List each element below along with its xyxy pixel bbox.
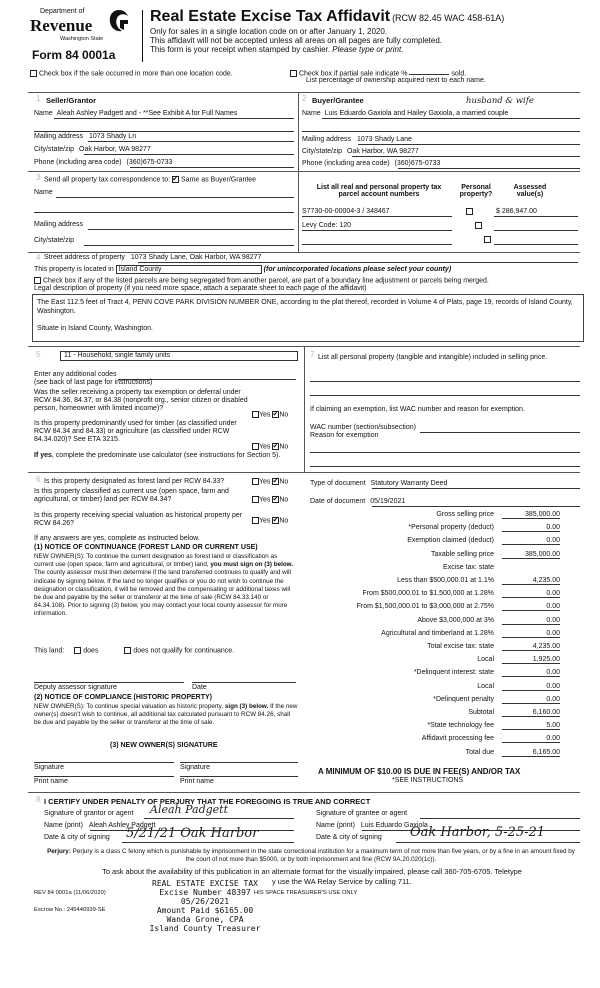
personal-property-checkbox[interactable] <box>484 236 491 243</box>
buyer-phone-line <box>398 168 580 169</box>
minimum-due: A MINIMUM OF $10.00 IS DUE IN FEE(S) AND/OR TAX <box>318 767 521 776</box>
form-title-ref: (RCW 82.45 WAC 458-61A) <box>392 13 505 23</box>
fee-row <box>300 617 560 628</box>
fee-value[interactable]: 0.00 <box>502 683 560 691</box>
notice2-text-a: NEW OWNER(S): To continue special valuation as historic property, <box>34 703 225 710</box>
partial-sale-note: List percentage of ownership acquired next to each name. <box>306 77 486 85</box>
form-subtitle-2: This affidavit will not be accepted unless all areas on all pages are fully completed. <box>150 36 443 45</box>
alternate-format: To ask about the availability of this publication in an alternate format for the visually impaired, please call 360-705-6705. Teletype <box>102 867 522 876</box>
timber-yes-checkbox[interactable] <box>252 443 259 450</box>
divider-before-certify <box>28 792 580 793</box>
seller-mailing-label: Mailing address <box>34 133 84 140</box>
no-label: No <box>279 517 289 525</box>
fee-row <box>300 590 560 601</box>
fee-row <box>300 551 560 562</box>
header-divider <box>142 10 143 62</box>
buyer-phone-row <box>302 160 440 167</box>
seller-mailing-line <box>88 141 294 142</box>
divider-after-parties <box>28 171 580 172</box>
segregation-checkbox[interactable] <box>34 277 41 284</box>
located-note: (for unincorporated locations please select your county) <box>263 266 452 273</box>
multi-location-row <box>30 70 233 77</box>
parcels-header: List all real and personal property tax parcel account numbers <box>316 184 442 198</box>
doc-date-field[interactable]: 05/19/2021 <box>370 498 406 505</box>
located-label: This property is located in <box>34 266 114 273</box>
fee-row <box>300 577 560 588</box>
reason-line[interactable] <box>310 452 580 453</box>
form-subtitle-3: This form is your receipt when stamped by cashier. <box>150 45 333 54</box>
section-number-8: 8 <box>36 795 41 804</box>
multi-location-checkbox[interactable] <box>30 70 37 77</box>
current-use-yes-checkbox[interactable] <box>252 496 259 503</box>
parcel-number[interactable]: Levy Code: 120 <box>302 222 352 229</box>
fee-value[interactable]: 6,165.00 <box>502 749 560 757</box>
column-divider-upper <box>298 92 299 253</box>
reason-label: Reason for exemption <box>310 432 379 439</box>
fee-label: *Delinquent penalty <box>433 695 494 703</box>
fee-value[interactable]: 0.00 <box>502 537 560 545</box>
fee-label: Total excise tax: state <box>427 643 494 650</box>
assessed-value-line <box>494 216 578 217</box>
street-field[interactable]: 1073 Shady Lane, Oak Harbor, WA 98277 <box>130 254 262 261</box>
yes-label: Yes <box>259 517 271 525</box>
doc-date-label: Date of document <box>310 498 366 505</box>
treasurer-stamp <box>120 879 290 933</box>
street-row <box>44 254 261 261</box>
wac-number-line[interactable] <box>420 432 580 433</box>
fee-row <box>300 656 560 667</box>
multi-location-label: Check box if the sale occurred in more than one location code. <box>38 70 233 78</box>
does-not-checkbox[interactable] <box>124 647 131 654</box>
assessed-value-line <box>494 230 578 231</box>
seller-name-label: Name <box>34 110 53 117</box>
seller-phone-field[interactable]: (360)675-0733 <box>126 159 173 166</box>
located-row <box>34 265 451 274</box>
fee-label: Subtotal <box>468 709 494 716</box>
perjury-text: Perjury is a class C felony which is punishable by imprisonment in the state correctional institution for a maximum term of not more than five years, or by a fine in an amount fixed by the court of not more than $5000, or by both imprisonment and fine (RCW 9A.20.020(1c)). <box>70 848 575 863</box>
fee-row <box>300 683 560 694</box>
seller-name-row <box>34 110 296 117</box>
revenue-logo-icon <box>108 8 130 34</box>
personal-property-checkbox[interactable] <box>475 222 482 229</box>
buyer-heading: Buyer/Grantee <box>312 96 364 105</box>
relay-service: y use the WA Relay Service by calling 711. <box>272 877 412 886</box>
treasurer-use-only: HIS SPACE TREASURER'S USE ONLY <box>254 890 358 896</box>
print-name-line-2[interactable] <box>180 776 298 777</box>
stamp-line-6: Island County Treasurer <box>149 924 261 933</box>
if-any-yes: If any answers are yes, complete as instructed below. <box>34 535 200 542</box>
dor-logo <box>30 8 136 64</box>
grantee-date-line <box>396 842 580 843</box>
same-as-buyer-checkbox[interactable] <box>172 176 179 183</box>
yes-label: Yes <box>259 411 271 419</box>
fee-label: From $1,500,000.01 to $3,000,000 at 2.75% <box>356 603 494 611</box>
fee-value[interactable]: 0.00 <box>502 735 560 743</box>
owner-signature-line[interactable] <box>34 762 174 763</box>
form-title-block <box>150 8 590 54</box>
wac-claim-label: If claiming an exemption, list WAC number and reason for exemption. <box>310 406 525 413</box>
fee-label: From $500,000.01 to $1,500,000 at 1.28% <box>362 590 494 598</box>
same-as-buyer-label: Same as Buyer/Grantee <box>180 176 257 184</box>
segregation-label: Check box if any of the listed parcels are being segregated from another parcel, are part of a boundary line adjustment or parcels being merged. <box>42 277 489 285</box>
notice1-title: (1) NOTICE OF CONTINUANCE (FOREST LAND OR CURRENT USE) <box>34 544 258 551</box>
exemption-yes-checkbox[interactable] <box>252 411 259 418</box>
parcel-row <box>302 208 390 215</box>
deputy-date-line[interactable] <box>192 682 296 683</box>
grantee-name-label: Name (print) <box>316 822 355 829</box>
correspondence-city-line[interactable] <box>84 245 294 246</box>
column-divider-middle <box>304 346 305 472</box>
fee-label: Agricultural and timberland at 1.28% <box>381 629 494 637</box>
deputy-signature-label: Deputy assessor signature <box>34 684 117 691</box>
fee-label: Excise tax: state <box>443 563 494 571</box>
fee-label: Affidavit processing fee <box>421 735 494 743</box>
grantee-signature-line[interactable] <box>420 818 580 819</box>
owner-signature-line-2[interactable] <box>180 762 298 763</box>
fee-value[interactable]: 1,925.00 <box>502 656 560 664</box>
grantee-date-city[interactable]: Oak Harbor, 5-25-21 <box>410 825 546 840</box>
print-name-line[interactable] <box>34 776 174 777</box>
fee-label: *State technology fee <box>427 722 494 730</box>
yes-label: Yes <box>259 478 271 486</box>
notice1-text-a: NEW OWNER(S): To continue the current designation as forest land or classification as current use (open space, farm and agricultural, or timber) land, <box>34 553 278 569</box>
fee-label: Total due <box>465 748 494 756</box>
notice2-text-b: sign (3) below. <box>224 703 269 710</box>
if-yes: If yes <box>34 452 52 459</box>
assessed-value-line <box>494 244 578 245</box>
forest-answer <box>252 478 288 485</box>
dept-line2: Revenue <box>30 16 93 35</box>
buyer-city-row <box>302 148 419 155</box>
stamp-line-1: REAL ESTATE EXCISE TAX <box>152 879 258 888</box>
yes-label: Yes <box>259 496 271 504</box>
correspondence-name-line[interactable] <box>56 197 294 198</box>
fee-value[interactable]: 385,000.00 <box>502 551 560 559</box>
partial-sale-label: Check box if partial sale indicate % <box>298 70 408 78</box>
street-label: Street address of property <box>44 254 125 261</box>
fee-row <box>300 643 560 654</box>
exemption-question: Was the seller receiving a property tax exemption or deferral under RCW 84.36, 84.37, or 84.38 (nonprofit org., senior citizen or disabled person, homeowner with limited income)? <box>34 389 248 412</box>
seller-mailing-row <box>34 133 136 140</box>
doc-type-row <box>310 480 447 487</box>
buyer-name-field[interactable]: Luis Eduardo Gaxiola and Hailey Gaxiola, a married couple <box>324 110 509 117</box>
see-instructions: *SEE INSTRUCTIONS <box>392 777 464 784</box>
does-checkbox[interactable] <box>74 647 81 654</box>
correspondence-name-label: Name <box>34 189 53 196</box>
form-revision: REV 84 0001a (11/06/2020) <box>34 890 106 896</box>
forest-yes-checkbox[interactable] <box>252 478 259 485</box>
divider-after-parcels <box>28 252 580 253</box>
print-name-label-2: Print name <box>180 778 214 785</box>
fee-value[interactable]: 385,000.00 <box>502 511 560 519</box>
yes-label: Yes <box>259 443 271 451</box>
seller-phone-row <box>34 159 172 166</box>
stamp-line-5: Wanda Grone, CPA <box>166 915 244 924</box>
assessed-value-header: Assessed value(s) <box>513 184 547 198</box>
historic-question: Is this property receiving special valuation as historical property per RCW 84.26? <box>34 512 243 527</box>
buyer-city-line <box>352 156 580 157</box>
seller-phone-line <box>130 167 294 168</box>
seller-mailing-field[interactable]: 1073 Shady Ln <box>88 133 137 140</box>
buyer-name-row <box>302 110 582 117</box>
grantor-signature-line <box>144 818 294 819</box>
fee-row <box>300 603 560 614</box>
historic-answer <box>252 517 288 524</box>
fee-value[interactable]: 5.00 <box>502 722 560 730</box>
buyer-name-line-2 <box>302 131 580 132</box>
grantor-date-line <box>122 842 294 843</box>
fee-label: Less than $500,000.01 at 1.1% <box>397 577 494 584</box>
fee-row <box>300 735 560 746</box>
fee-value[interactable]: 4,235.00 <box>502 577 560 585</box>
dept-line1: Department of <box>40 8 85 15</box>
doc-type-label: Type of document <box>310 480 366 487</box>
historic-yes-checkbox[interactable] <box>252 517 259 524</box>
buyer-phone-field[interactable]: (360)675-0733 <box>394 160 441 167</box>
seller-name-line-2 <box>34 131 294 132</box>
notice2-text-c: If the new owner(s) doesn't wish to continue, all additional tax calculated pursuant to RCW 84.26, shall be due and payable by the seller or transferor at the time of sale. <box>34 703 298 727</box>
assessed-value[interactable]: $ 286,947.00 <box>496 208 537 215</box>
county-select[interactable]: Island County <box>116 265 262 274</box>
form-title: Real Estate Excise Tax Affidavit <box>150 8 391 25</box>
fee-value[interactable]: 0.00 <box>502 617 560 625</box>
doc-type-field[interactable]: Statutory Warranty Deed <box>370 480 448 487</box>
section-number-5: 5 <box>36 350 41 359</box>
parcel-line <box>302 244 452 245</box>
segregation-row <box>34 277 489 284</box>
does-not-label: does not qualify for continuance. <box>133 647 235 655</box>
street-line <box>138 262 578 263</box>
grantor-signature-label: Signature of grantor or agent <box>44 810 134 817</box>
section-number-6: 6 <box>36 475 41 484</box>
deputy-signature-line[interactable] <box>34 682 184 683</box>
timber-question: Is this property predominantly used for timber (as classified under RCW 84.34 and 84.33) or agriculture (as classified under RCW 84.34.020)? See ETA 3215. <box>34 420 237 443</box>
buyer-phone-label: Phone (including area code) <box>302 160 390 167</box>
current-use-no-checkbox[interactable] <box>272 496 279 503</box>
fee-row <box>300 696 560 707</box>
legal-description-text-2: Situate in Island County, Washington. <box>37 325 153 332</box>
fee-label: Local <box>477 682 494 690</box>
grantee-signature-label: Signature of grantee or agent <box>316 810 408 817</box>
parcel-line <box>302 216 452 217</box>
grantor-date-label: Date & city of signing <box>44 834 110 841</box>
fee-row <box>300 537 560 548</box>
correspondence-mailing-label: Mailing address <box>34 221 84 228</box>
notice1-text-b: you must sign on (3) below. <box>210 561 294 569</box>
escrow-number: Escrow No.: 245440939-SE <box>34 907 106 913</box>
seller-name-line <box>54 118 294 119</box>
correspondence-label: Send all property tax correspondence to: <box>44 176 171 184</box>
timber-no-checkbox[interactable] <box>272 443 279 450</box>
seller-heading: Seller/Grantor <box>46 96 97 105</box>
partial-sale-checkbox[interactable] <box>290 70 297 77</box>
section-number-1: 1 <box>36 94 41 103</box>
fee-label: Local <box>477 656 494 664</box>
fee-value[interactable]: 6,160.00 <box>502 709 560 717</box>
section-number-2: 2 <box>302 94 307 103</box>
fee-value[interactable]: 0.00 <box>502 603 560 611</box>
partial-sale-percent-field[interactable] <box>409 74 449 75</box>
buyer-city-label: City/state/zip <box>302 148 343 155</box>
perjury-notice <box>46 848 576 864</box>
fee-row <box>300 669 560 680</box>
fee-label: *Delinquent interest: state <box>413 669 494 677</box>
form-number: Form 84 0001a <box>32 48 116 62</box>
partial-sale-row <box>290 70 486 84</box>
exemption-answer <box>252 411 288 418</box>
buyer-city-field[interactable]: Oak Harbor, WA 98277 <box>347 148 419 155</box>
buyer-handnote: husband & wife <box>466 96 534 106</box>
buyer-name-line <box>322 118 580 119</box>
buyer-name-label: Name <box>302 110 321 117</box>
fee-row <box>300 524 560 535</box>
notice1-text-c: The county assessor must then determine if the land transferred continues to qualify and will indicate by signing below. If the land no longer qualifies or you do not wish to continue the designation or classification, it will be removed and the compensating or additional taxes will be due and payable by the seller or transferor at the time of sale (RCW 84.33.140 or 84.34.108). Prior to signing (3) below, you may contact your local county assessor for more information. <box>34 569 291 618</box>
deputy-date-label: Date <box>192 684 207 691</box>
doc-type-line <box>372 488 580 489</box>
fee-label: Gross selling price <box>436 511 494 518</box>
buyer-mailing-field[interactable]: 1073 Shady Lane <box>356 136 412 143</box>
legal-description-box[interactable] <box>32 294 584 342</box>
grantor-signature[interactable]: Aleah Padgett <box>150 803 229 816</box>
grantor-name-field[interactable]: Aleah Ashley Padgett <box>88 822 156 829</box>
notice3-title: (3) NEW OWNER(S) SIGNATURE <box>110 742 218 749</box>
no-label: No <box>279 411 289 419</box>
section-number-7: 7 <box>310 350 315 359</box>
exemption-no-checkbox[interactable] <box>272 411 279 418</box>
grantee-name-field[interactable]: Luis Eduardo Gaxiola <box>360 822 428 829</box>
section-number-3: 3 <box>36 173 41 182</box>
fee-value[interactable]: 4,235.00 <box>502 643 560 651</box>
personal-property-line[interactable] <box>310 381 580 382</box>
timber-answer <box>252 443 288 450</box>
fee-row <box>300 749 560 760</box>
fee-row <box>300 630 560 641</box>
does-label: does <box>83 647 99 655</box>
forest-no-checkbox[interactable] <box>272 478 279 485</box>
form-subtitle-1: Only for sales in a single location code on or after January 1, 2020. <box>150 27 388 36</box>
seller-city-label: City/state/zip <box>34 146 75 153</box>
divider-top <box>28 92 580 93</box>
current-use-answer <box>252 496 288 503</box>
dept-line3: Washington State <box>60 36 104 42</box>
timber-note-text: , complete the predominate use calculator (see instructions for Section 5). <box>51 452 281 459</box>
type-or-print: Please type or print. <box>332 45 404 54</box>
doc-date-line <box>372 506 580 507</box>
fee-label: Above $3,000,000 at 3% <box>417 616 494 624</box>
personal-property-checkbox[interactable] <box>466 208 473 215</box>
additional-codes-label: Enter any additional codes <box>34 371 117 378</box>
this-land-label: This land: <box>34 647 65 655</box>
personal-property-list-label: List all personal property (tangible and intangible) included in selling price. <box>318 354 548 361</box>
use-code-select[interactable]: 11 - Household, single family units <box>60 351 298 361</box>
fee-label: Taxable selling price <box>430 550 494 558</box>
fee-value[interactable]: 0.00 <box>502 696 560 704</box>
no-label: No <box>279 478 289 486</box>
personal-property-line-2[interactable] <box>310 395 580 396</box>
buyer-mailing-label: Mailing address <box>302 136 352 143</box>
seller-city-field[interactable]: Oak Harbor, WA 98277 <box>79 146 151 153</box>
correspondence-city-label: City/state/zip <box>34 237 75 244</box>
fee-value[interactable]: 0.00 <box>502 524 560 532</box>
wac-number-label: WAC number (section/subsection) <box>310 424 416 431</box>
print-name-label: Print name <box>34 778 68 785</box>
stamp-line-3: 05/26/2021 <box>180 897 230 906</box>
perjury-label: Perjury: <box>47 848 71 855</box>
fee-row <box>300 709 560 720</box>
current-use-question: Is this property classified as current use (open space, farm and agricultural, or timber) land per RCW 84.34? <box>34 488 229 503</box>
legal-description-label: Legal description of property (if you need more space, attach a separate sheet to each page of the affidavit) <box>34 285 367 292</box>
seller-phone-label: Phone (including area code) <box>34 159 122 166</box>
parcel-line <box>302 230 452 231</box>
forest-question: Is this property designated as forest land per RCW 84.33? <box>44 478 225 485</box>
correspondence-mailing-line[interactable] <box>88 229 294 230</box>
no-label: No <box>279 496 289 504</box>
correspondence-row <box>44 176 256 183</box>
notice2-title: (2) NOTICE OF COMPLIANCE (HISTORIC PROPERTY) <box>34 694 212 701</box>
grantee-date-label: Date & city of signing <box>316 834 382 841</box>
fee-row <box>300 564 560 575</box>
buyer-mailing-row <box>302 136 412 143</box>
signature-label-2: Signature <box>180 764 210 771</box>
this-land-row <box>34 647 298 654</box>
timber-note <box>34 452 296 460</box>
fee-label: Exemption claimed (deduct) <box>407 537 494 545</box>
reason-line-2[interactable] <box>310 466 580 467</box>
seller-city-row <box>34 146 151 153</box>
section-number-4: 4 <box>36 253 41 262</box>
stamp-line-2: Excise Number 48397 <box>159 888 251 897</box>
fee-value[interactable]: 0.00 <box>502 669 560 677</box>
fee-row <box>300 722 560 733</box>
seller-city-line <box>84 154 294 155</box>
personal-property-header: Personal property? <box>459 184 493 198</box>
stamp-line-4: Amount Paid $6165.00 <box>156 906 254 915</box>
legal-description-text: The East 112.5 feet of Tract 4, PENN COVE PARK DIVISION NUMBER ONE, according to the plat thereof, recorded in Volume 4 of Plats, page 19, records of Island County, Washington. <box>37 299 573 315</box>
certify-heading: I CERTIFY UNDER PENALTY OF PERJURY THAT THE FOREGOING IS TRUE AND CORRECT <box>44 797 371 806</box>
grantor-name-label: Name (print) <box>44 822 83 829</box>
grantor-date-city[interactable]: 5/21/21 Oak Harbor <box>126 826 259 841</box>
signature-label: Signature <box>34 764 64 771</box>
doc-date-row <box>310 498 405 505</box>
fee-row <box>300 511 560 522</box>
divider-before-section6 <box>28 472 580 473</box>
notice1-text <box>34 553 298 619</box>
parcel-number[interactable]: S7730-00-00004-3 / 348467 <box>302 208 390 215</box>
fee-value[interactable]: 0.00 <box>502 630 560 638</box>
historic-no-checkbox[interactable] <box>272 517 279 524</box>
fee-label: *Personal property (deduct) <box>408 524 494 532</box>
seller-name-field[interactable]: Aleah Ashley Padgett and - **See Exhibit A for Full Names <box>56 110 238 117</box>
buyer-mailing-line <box>358 144 580 145</box>
fee-value[interactable]: 0.00 <box>502 590 560 598</box>
parcel-row <box>302 222 351 229</box>
additional-codes-note: (see back of last page for instructions) <box>34 379 153 386</box>
correspondence-name-line-2[interactable] <box>34 212 294 213</box>
no-label: No <box>279 443 289 451</box>
partial-sale-end: sold. <box>451 70 467 78</box>
notice2-text <box>34 703 298 728</box>
